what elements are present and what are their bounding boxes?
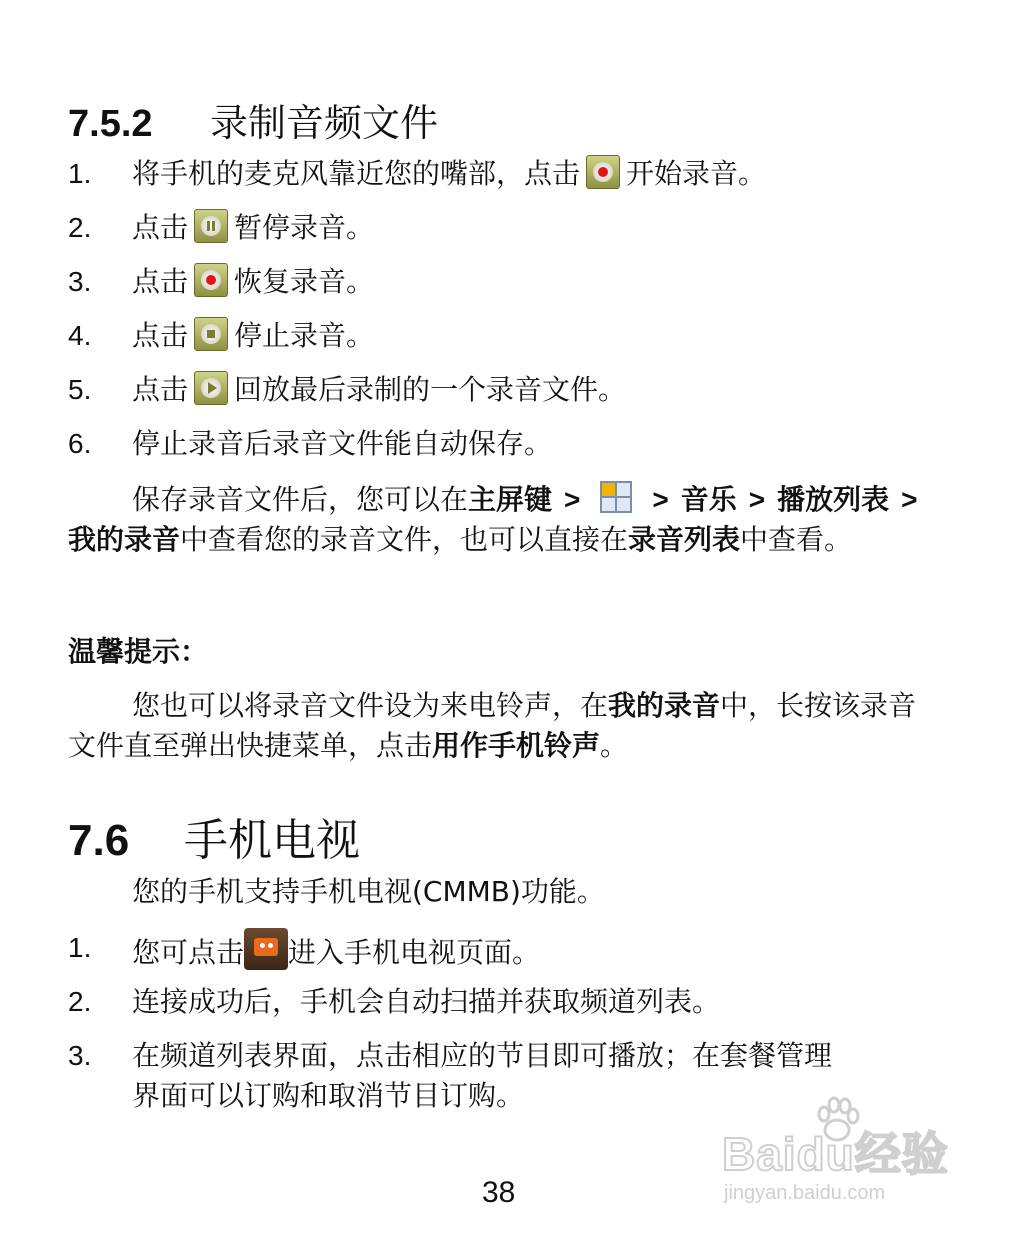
tv-step-2: 2. 连接成功后，手机会自动扫描并获取频道列表。 xyxy=(68,985,721,1018)
play-icon xyxy=(194,371,228,405)
section-number: 7.6 xyxy=(68,816,130,865)
home-grid-icon xyxy=(600,481,632,513)
tip-paragraph: 您也可以将录音文件设为来电铃声，在我的录音中，长按该录音文件直至弹出快捷菜单，点击用作手机铃声。 xyxy=(68,689,917,762)
pause-icon xyxy=(194,209,228,243)
watermark-logo: Baidu经验 xyxy=(722,1128,949,1180)
section-heading-7-6 xyxy=(68,804,360,868)
step-6: 6. 停止录音后录音文件能自动保存。 xyxy=(68,427,553,460)
mobile-tv-icon xyxy=(244,928,288,970)
tv-step-1: 1. 您可点击 进入手机电视页面。 xyxy=(68,928,540,973)
section-heading-7-5-2 xyxy=(68,92,438,147)
tip-title: 温馨提示： xyxy=(68,635,209,668)
record-icon xyxy=(586,155,620,189)
step-1: 1. 将手机的麦克风靠近您的嘴部，点击 开始录音。 xyxy=(68,157,767,190)
stop-icon xyxy=(194,317,228,351)
section-title: 录制音频文件 xyxy=(210,101,439,145)
step-2: 2. 点击 暂停录音。 xyxy=(68,211,375,244)
watermark-url: jingyan.baidu.com xyxy=(724,1182,886,1204)
section-number: 7.5.2 xyxy=(68,103,153,145)
record-icon xyxy=(194,263,228,297)
tv-intro: 您的手机支持手机电视(CMMB)功能。 xyxy=(132,875,605,908)
page-number: 38 xyxy=(482,1176,516,1209)
step-5: 5. 点击 回放最后录制的一个录音文件。 xyxy=(68,373,627,406)
save-paragraph: 保存录音文件后，您可以在主屏键 > > 音乐 > 播放列表 >我的录音中查看您的录音文件，也可以直接在录音列表中查看。 xyxy=(68,483,918,556)
step-3: 3. 点击 恢复录音。 xyxy=(68,265,375,298)
section-title: 手机电视 xyxy=(184,815,360,866)
step-4: 4. 点击 停止录音。 xyxy=(68,319,375,352)
tv-step-3: 3. 在频道列表界面，点击相应的节目即可播放；在套餐管理 界面可以订购和取消节目订购。 xyxy=(68,1039,833,1112)
baidu-watermark xyxy=(722,1088,972,1218)
